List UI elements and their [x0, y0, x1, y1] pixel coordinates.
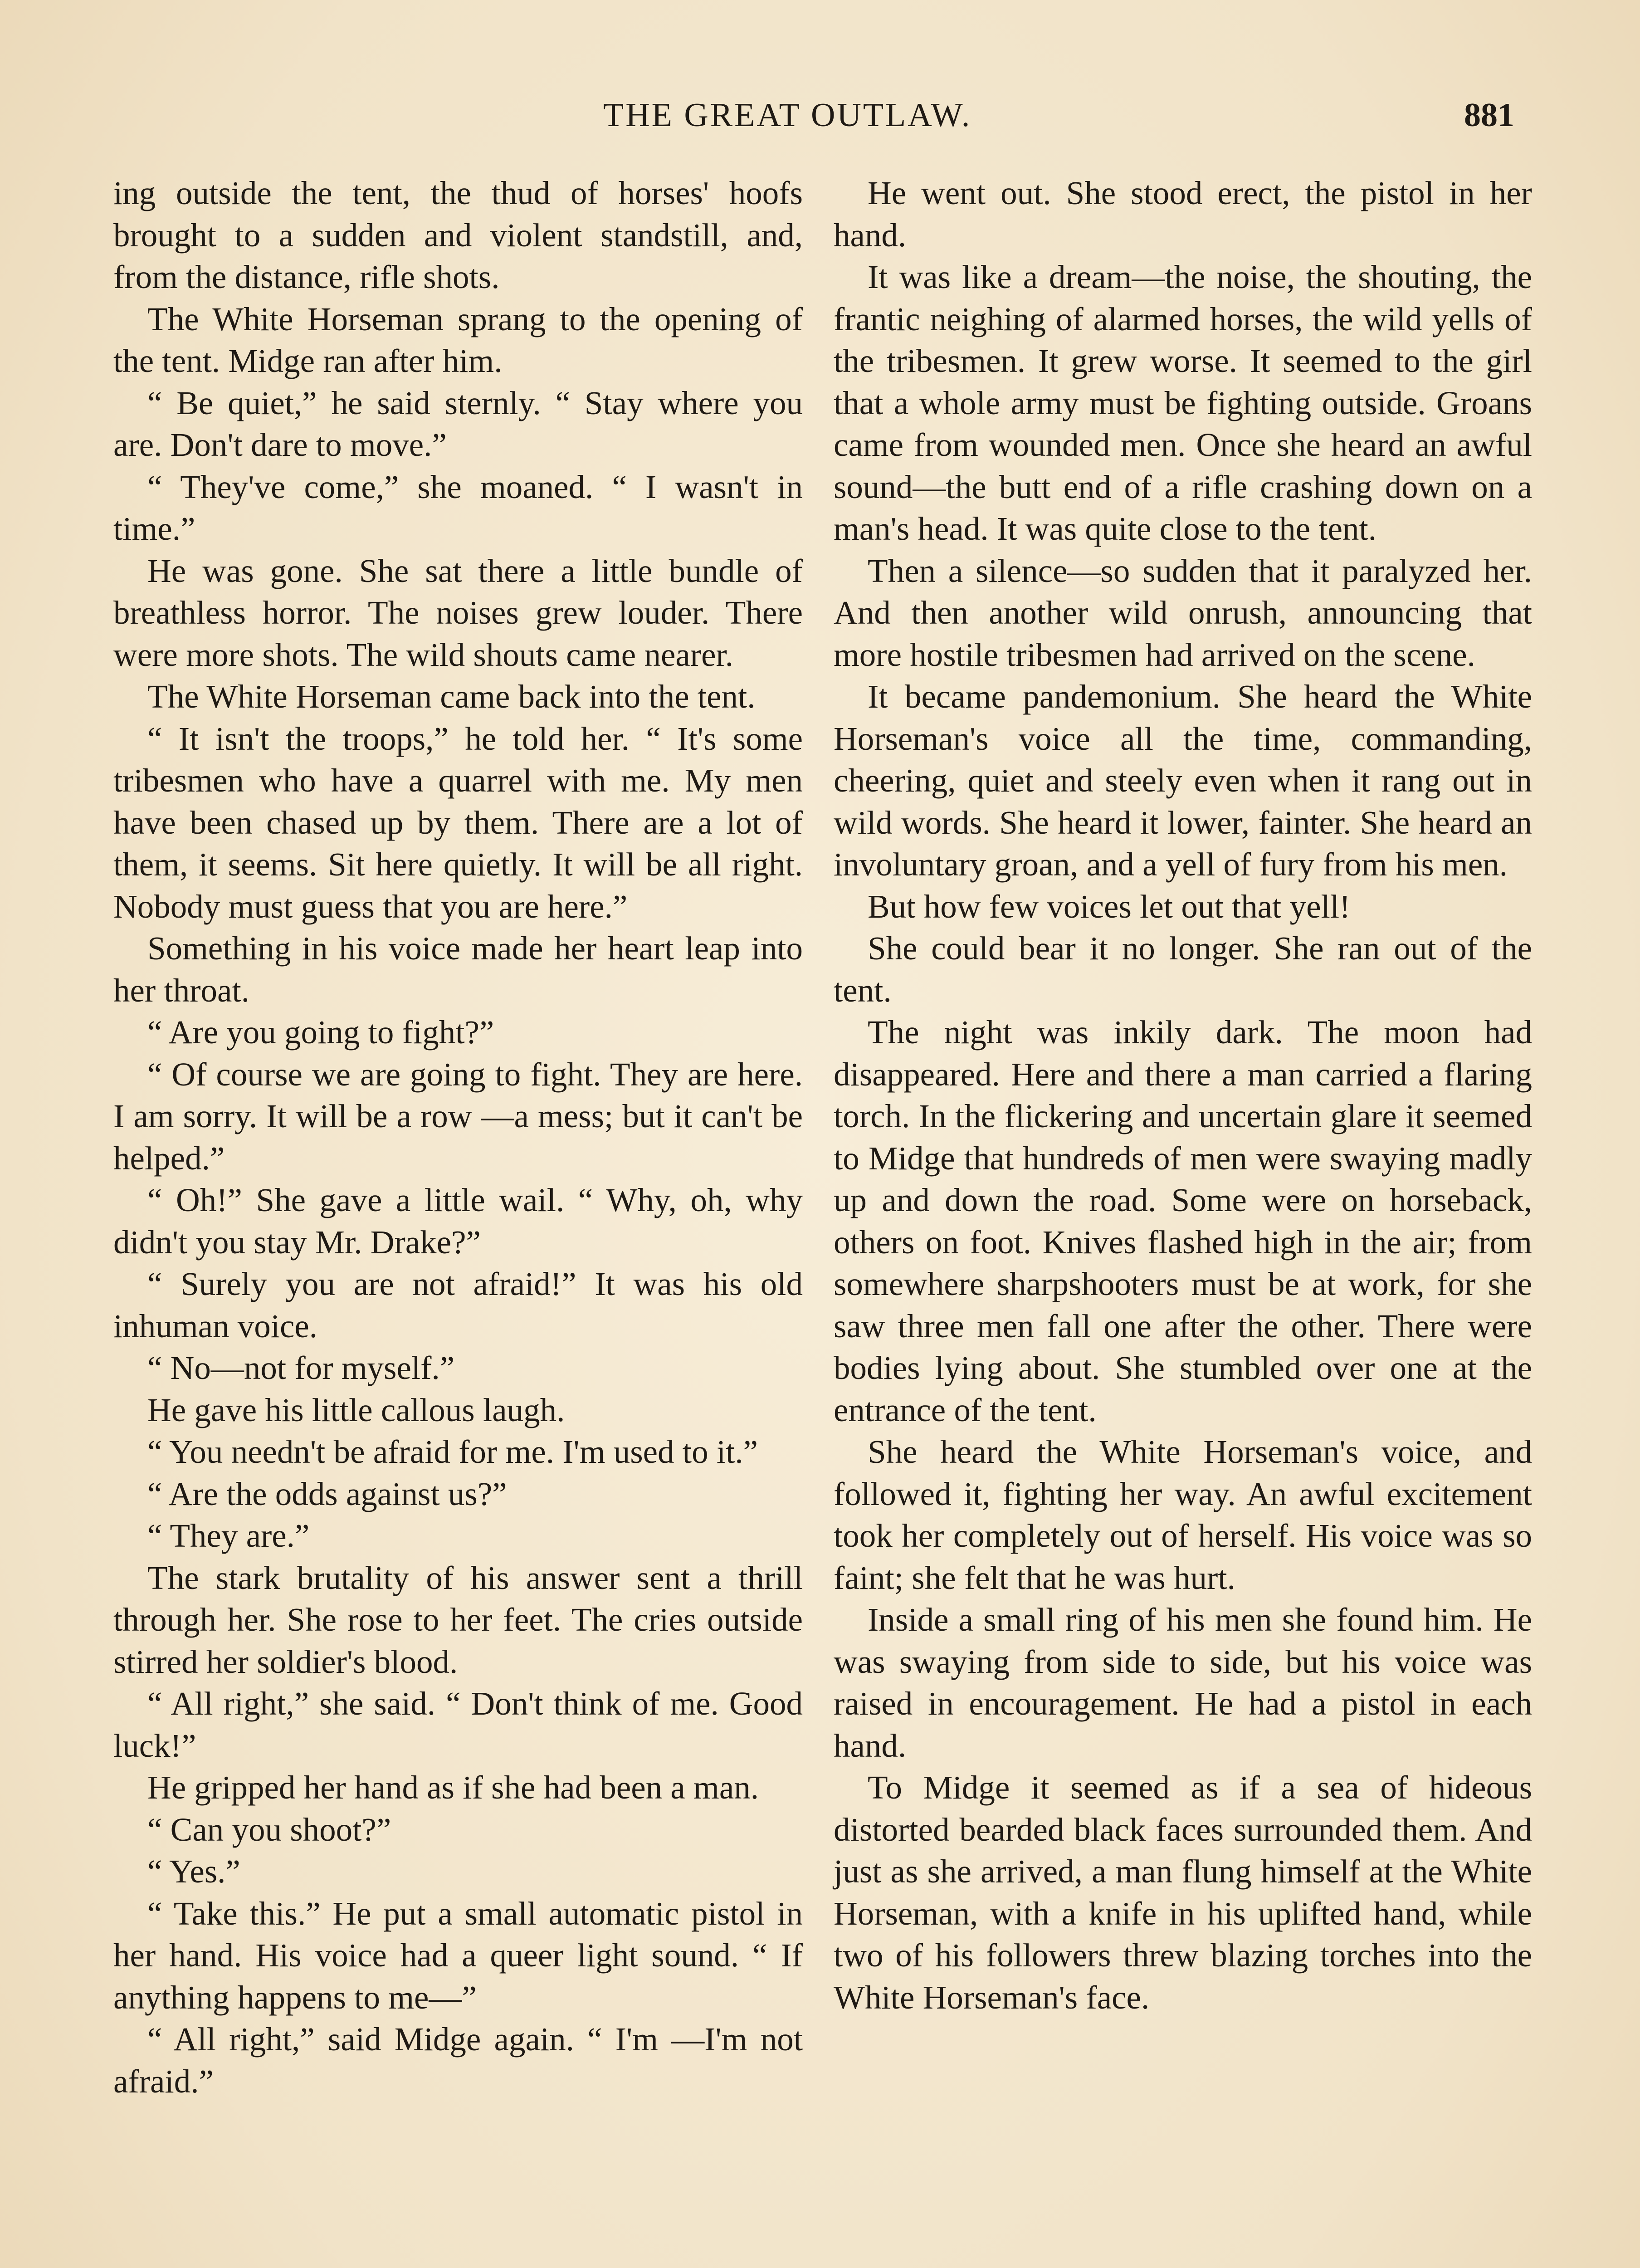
paragraph: Something in his voice made her heart leap into her throat.: [113, 930, 803, 1009]
paragraph: “ Take this.” He put a small automatic pistol in her hand. His voice had a queer light sound. “ If anything happens to me—”: [113, 1895, 803, 2016]
paragraph: “ Be quiet,” he said sternly. “ Stay where you are. Don't dare to move.”: [113, 384, 803, 463]
paragraph: She could bear it no longer. She ran out of the tent.: [834, 930, 1532, 1009]
paragraph: “ Are the odds against us?”: [147, 1475, 507, 1512]
paragraph: “ All right,” she said. “ Don't think of me. Good luck!”: [113, 1685, 803, 1764]
paragraph: Then a silence—so sudden that it paralyzed her. And then another wild onrush, announcing that more hostile tribesmen had arrived on the scene.: [834, 552, 1532, 673]
paragraph: The White Horseman sprang to the opening of the tent. Midge ran after him.: [113, 300, 803, 379]
paragraph: He gripped her hand as if she had been a man.: [147, 1769, 759, 1806]
paragraph: He went out. She stood erect, the pistol in her hand.: [834, 175, 1532, 254]
paragraph: “ No—not for myself.”: [147, 1349, 455, 1386]
paragraph: She heard the White Horseman's voice, and followed it, fighting her way. An awful excitement took her completely out of herself. His voice was so faint; she felt that he was hurt.: [834, 1433, 1532, 1596]
paragraph: “ It isn't the troops,” he told her. “ It's some tribesmen who have a quarrel with me. My men have been chased up by them. There are a lot of them, it seems. Sit here quietly. It will be all right. Nobody must guess that you are here.”: [113, 720, 803, 925]
paragraph: The night was inkily dark. The moon had disappeared. Here and there a man carried a flaring torch. In the flickering and uncertain glare it seemed to Midge that hundreds of men were swaying madly up and down the road. Some were on horseback, others on foot. Knives flashed high in the air; from somewhere sharpshooters must be at work, for she saw three men fall one after the other. There were bodies lying about. She stumbled over one at the entrance of the tent.: [834, 1014, 1532, 1428]
paragraph: “ Oh!” She gave a little wail. “ Why, oh, why didn't you stay Mr. Drake?”: [113, 1182, 803, 1261]
running-head: THE GREAT OUTLAW.: [603, 97, 972, 134]
left-column: [113, 172, 803, 2102]
paragraph: But how few voices let out that yell!: [868, 888, 1351, 925]
paragraph: It became pandemonium. She heard the White Horseman's voice all the time, commanding, cheering, quiet and steely even when it rang out in wild words. She heard it lower, fainter. She heard an involuntary groan, and a yell of fury from his men.: [834, 678, 1532, 883]
paragraph: “ Of course we are going to fight. They are here. I am sorry. It will be a row —a mess; but it can't be helped.”: [113, 1056, 803, 1177]
page-number: 881: [1464, 97, 1514, 134]
paragraph: It was like a dream—the noise, the shouting, the frantic neighing of alarmed horses, the wild yells of the tribesmen. It grew worse. It seemed to the girl that a whole army must be fighting outside. Groans came from wounded men. Once she heard an awful sound—the butt end of a rifle crashing down on a man's head. It was quite close to the tent.: [834, 259, 1532, 547]
paragraph: “ You needn't be afraid for me. I'm used to it.”: [147, 1433, 758, 1470]
paragraph: The stark brutality of his answer sent a thrill through her. She rose to her feet. The cries outside stirred her soldier's blood.: [113, 1559, 803, 1680]
paragraph: Inside a small ring of his men she found him. He was swaying from side to side, but his voice was raised in encouragement. He had a pistol in each hand.: [834, 1601, 1532, 1764]
paragraph: ing outside the tent, the thud of horses' hoofs brought to a sudden and violent standstill, and, from the distance, rifle shots.: [113, 175, 803, 295]
paragraph: “ Can you shoot?”: [147, 1811, 391, 1848]
paragraph: “ They are.”: [147, 1517, 310, 1554]
paragraph: “ They've come,” she moaned. “ I wasn't in time.”: [113, 468, 803, 547]
paragraph: “ Are you going to fight?”: [147, 1014, 494, 1051]
paragraph: The White Horseman came back into the tent.: [147, 678, 756, 715]
paragraph: To Midge it seemed as if a sea of hideous distorted bearded black faces surrounded them. And just as she arrived, a man flung himself at the White Horseman, with a knife in his uplifted hand, while two of his followers threw blazing torches into the White Horseman's face.: [834, 1769, 1532, 2016]
paragraph: He gave his little callous laugh.: [147, 1391, 565, 1428]
paragraph: “ Yes.”: [147, 1853, 240, 1890]
paragraph: “ Surely you are not afraid!” It was his old inhuman voice.: [113, 1266, 803, 1344]
paragraph: He was gone. She sat there a little bundle of breathless horror. The noises grew louder. There were more shots. The wild shouts came nearer.: [113, 552, 803, 673]
paragraph: “ All right,” said Midge again. “ I'm —I'm not afraid.”: [113, 2021, 803, 2100]
right-column: [834, 172, 1532, 2019]
